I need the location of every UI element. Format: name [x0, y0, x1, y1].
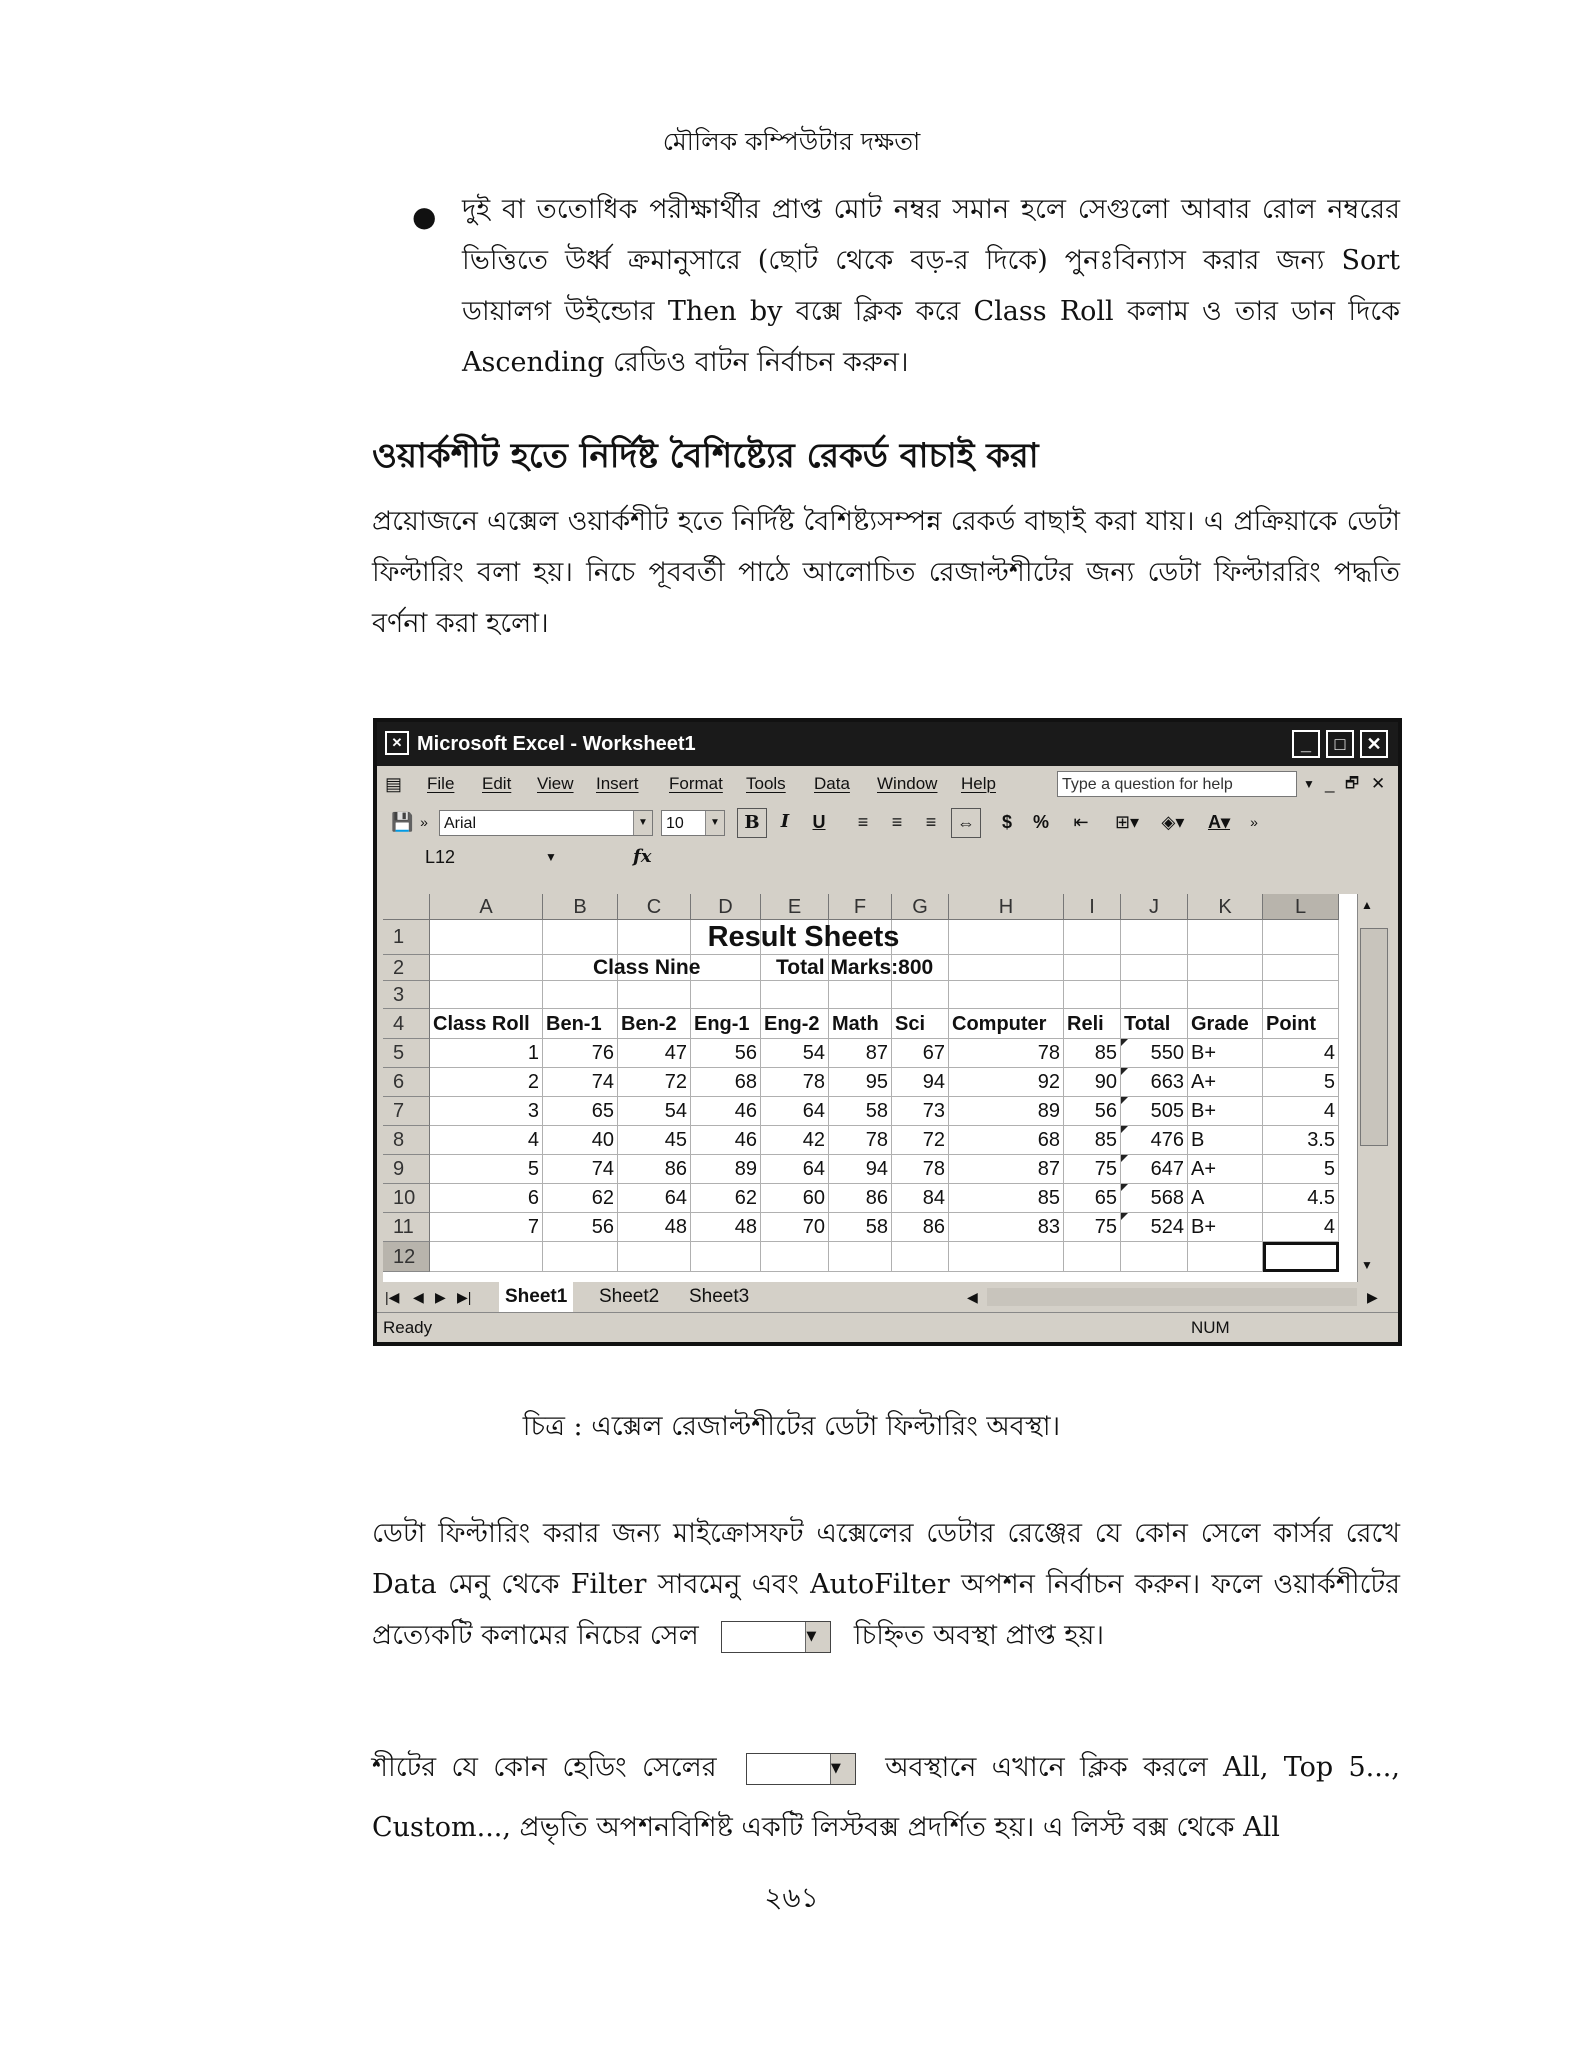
- data-cell[interactable]: 7: [430, 1213, 543, 1242]
- data-cell[interactable]: 87: [829, 1039, 892, 1068]
- data-cell[interactable]: 75: [1064, 1213, 1121, 1242]
- cell[interactable]: [949, 1242, 1064, 1272]
- menu-data[interactable]: Data: [814, 774, 850, 793]
- data-cell[interactable]: 89: [949, 1097, 1064, 1126]
- data-cell[interactable]: 89: [691, 1155, 761, 1184]
- cell[interactable]: [761, 1242, 829, 1272]
- data-cell[interactable]: 68: [949, 1126, 1064, 1155]
- column-header-k[interactable]: K: [1188, 894, 1263, 920]
- section-heading: ওয়ার্কশীট হতে নির্দিষ্ট বৈশিষ্ট্যের রেকর্ড বাচাই করা: [372, 436, 1039, 476]
- name-box[interactable]: L12: [385, 844, 535, 870]
- row-header-1[interactable]: 1: [383, 920, 430, 955]
- doc-restore-icon[interactable]: 🗗: [1345, 775, 1360, 792]
- row-header-2[interactable]: 2: [383, 955, 430, 981]
- data-cell[interactable]: 75: [1064, 1155, 1121, 1184]
- data-cell[interactable]: B+: [1188, 1039, 1263, 1068]
- cell[interactable]: [430, 1242, 543, 1272]
- intro-bullet-paragraph: দুই বা ততোধিক পরীক্ষার্থীর প্রাপ্ত মোট নম্বর সমান হলে সেগুলো আবার রোল নম্বরের ভিত্তিতে উর্ধ্ব ক্রমানুসারে (ছোট থেকে বড়-র দিকে) পুনঃবিন্যাস করার জন্য Sort ডায়ালগ উইন্ডোর Then by বক্সে ক্লিক করে Class Roll কলাম ও তার ডান দিকে Ascending রেডিও বাটন নির্বাচন করুন।: [462, 194, 1400, 378]
- data-cell[interactable]: 86: [892, 1213, 949, 1242]
- table-header-cell[interactable]: Ben-2: [618, 1009, 691, 1039]
- data-cell[interactable]: 78: [949, 1039, 1064, 1068]
- column-header-h[interactable]: H: [949, 894, 1064, 920]
- scroll-thumb[interactable]: [1360, 928, 1388, 1146]
- menu-bar: [377, 766, 1398, 802]
- row-header-3[interactable]: 3: [383, 981, 430, 1009]
- menu-file[interactable]: File: [427, 774, 455, 793]
- table-header-cell[interactable]: Sci: [892, 1009, 949, 1039]
- data-cell[interactable]: A: [1188, 1184, 1263, 1213]
- data-cell[interactable]: 76: [543, 1039, 618, 1068]
- status-text: Ready: [383, 1318, 433, 1337]
- column-header-i[interactable]: I: [1064, 894, 1121, 920]
- workbook-icon: ▤: [385, 774, 403, 794]
- data-cell[interactable]: 95: [829, 1068, 892, 1097]
- data-cell[interactable]: 56: [543, 1213, 618, 1242]
- data-cell[interactable]: 47: [618, 1039, 691, 1068]
- cell[interactable]: [949, 981, 1064, 1009]
- minimize-icon[interactable]: _: [1292, 730, 1320, 758]
- cell[interactable]: [1263, 981, 1339, 1009]
- close-icon[interactable]: ✕: [1360, 730, 1388, 758]
- cell[interactable]: [892, 1242, 949, 1272]
- currency-icon[interactable]: $: [1001, 812, 1012, 832]
- data-cell[interactable]: 60: [761, 1184, 829, 1213]
- data-cell[interactable]: 505: [1121, 1097, 1188, 1126]
- column-header-a[interactable]: A: [430, 894, 543, 920]
- column-header-c[interactable]: C: [618, 894, 691, 920]
- doc-close-icon[interactable]: ✕: [1371, 774, 1386, 793]
- cell[interactable]: [1188, 1242, 1263, 1272]
- data-cell[interactable]: 46: [691, 1097, 761, 1126]
- data-cell[interactable]: 56: [691, 1039, 761, 1068]
- data-cell[interactable]: 54: [761, 1039, 829, 1068]
- autofilter-paragraph: [372, 1508, 1400, 1661]
- column-header-j[interactable]: J: [1121, 894, 1188, 920]
- filter-options-paragraph: [372, 1738, 1400, 1858]
- data-cell[interactable]: 524: [1121, 1213, 1188, 1242]
- name-box-dropdown-icon[interactable]: ▼: [545, 850, 557, 864]
- table-header-cell[interactable]: Total: [1121, 1009, 1188, 1039]
- cell[interactable]: [829, 1242, 892, 1272]
- table-header-cell[interactable]: Math: [829, 1009, 892, 1039]
- data-cell[interactable]: 94: [829, 1155, 892, 1184]
- data-cell[interactable]: 4: [430, 1126, 543, 1155]
- data-cell[interactable]: 6: [430, 1184, 543, 1213]
- data-cell[interactable]: 4.5: [1263, 1184, 1339, 1213]
- data-cell[interactable]: 64: [761, 1097, 829, 1126]
- data-cell[interactable]: 68: [691, 1068, 761, 1097]
- cell[interactable]: [829, 981, 892, 1009]
- cell[interactable]: [1121, 1242, 1188, 1272]
- menu-insert[interactable]: Insert: [596, 774, 639, 793]
- page-number: ২৬১: [764, 1881, 819, 1914]
- excel-app-icon: ✕: [385, 731, 409, 755]
- horizontal-scrollbar[interactable]: [987, 1288, 1357, 1306]
- maximize-icon[interactable]: □: [1326, 730, 1354, 758]
- data-cell[interactable]: 83: [949, 1213, 1064, 1242]
- data-cell[interactable]: 74: [543, 1155, 618, 1184]
- excel-window-title: Microsoft Excel - Worksheet1: [417, 733, 696, 755]
- data-cell[interactable]: 70: [761, 1213, 829, 1242]
- column-header-l[interactable]: L: [1263, 894, 1339, 920]
- cell[interactable]: [430, 981, 543, 1009]
- figure-caption: চিত্র : এক্সেল রেজাল্টশীটের ডেটা ফিল্টারিং অবস্থা।: [522, 1411, 1061, 1442]
- data-cell[interactable]: 54: [618, 1097, 691, 1126]
- tab-last-icon[interactable]: ▶|: [457, 1289, 472, 1305]
- table-header-cell[interactable]: Class Roll: [430, 1009, 543, 1039]
- row-header-8[interactable]: 8: [383, 1126, 430, 1155]
- font-name-dropdown-icon[interactable]: ▼: [633, 811, 652, 835]
- row-header-6[interactable]: 6: [383, 1068, 430, 1097]
- column-header-e[interactable]: E: [761, 894, 829, 920]
- formula-indicator-icon: [1121, 1039, 1128, 1046]
- data-cell[interactable]: 5: [430, 1155, 543, 1184]
- autofilter-dropdown-illustration: [721, 1621, 831, 1653]
- formula-indicator-icon: [1121, 1184, 1128, 1191]
- status-bar: [377, 1312, 1398, 1343]
- formula-indicator-icon: [1121, 1068, 1128, 1075]
- data-cell[interactable]: A+: [1188, 1068, 1263, 1097]
- align-center-icon[interactable]: ≡: [891, 812, 903, 832]
- cell[interactable]: [1188, 955, 1263, 981]
- menu-format[interactable]: Format: [669, 774, 723, 793]
- sheet-tab-bar: [377, 1282, 1398, 1312]
- cell[interactable]: [618, 981, 691, 1009]
- filter-options-text-tail: অবস্থানে এখানে ক্লিক করলে All, Top 5..., Custom..., প্রভৃতি অপশনবিশিষ্ট একটি লিস্টবক্স প্রদর্শিত হয়। এ লিস্ট বক্স থেকে All: [372, 1752, 1400, 1843]
- data-cell[interactable]: 1: [430, 1039, 543, 1068]
- data-cell[interactable]: 550: [1121, 1039, 1188, 1068]
- data-cell[interactable]: 92: [949, 1068, 1064, 1097]
- data-cell[interactable]: 72: [892, 1126, 949, 1155]
- help-search-input[interactable]: Type a question for help: [1057, 771, 1297, 797]
- font-size-select[interactable]: [661, 810, 725, 836]
- cell[interactable]: [1188, 981, 1263, 1009]
- select-all-corner[interactable]: [383, 894, 430, 920]
- table-header-cell[interactable]: Computer: [949, 1009, 1064, 1039]
- formula-indicator-icon: [1121, 1213, 1128, 1220]
- data-cell[interactable]: 58: [829, 1213, 892, 1242]
- decrease-indent-icon[interactable]: ⇤: [1073, 812, 1089, 832]
- data-cell[interactable]: 62: [543, 1184, 618, 1213]
- data-cell[interactable]: 42: [761, 1126, 829, 1155]
- data-cell[interactable]: 56: [1064, 1097, 1121, 1126]
- data-cell[interactable]: 5: [1263, 1068, 1339, 1097]
- dropdown-arrow-icon: ▼: [805, 1622, 830, 1652]
- hscroll-left-icon[interactable]: ◀: [967, 1289, 978, 1305]
- menu-edit[interactable]: Edit: [482, 774, 512, 793]
- data-cell[interactable]: 4: [1263, 1097, 1339, 1126]
- data-cell[interactable]: 65: [1064, 1184, 1121, 1213]
- cell[interactable]: [1263, 920, 1339, 955]
- tab-first-icon[interactable]: |◀: [385, 1289, 400, 1305]
- data-cell[interactable]: 46: [691, 1126, 761, 1155]
- table-header-cell[interactable]: Eng-1: [691, 1009, 761, 1039]
- data-cell[interactable]: 568: [1121, 1184, 1188, 1213]
- cell[interactable]: [1064, 1242, 1121, 1272]
- data-cell[interactable]: B+: [1188, 1213, 1263, 1242]
- cell[interactable]: [1121, 955, 1188, 981]
- worksheet-grid: [383, 894, 1357, 1282]
- font-size-dropdown-icon[interactable]: ▼: [705, 811, 724, 835]
- table-header-cell[interactable]: Ben-1: [543, 1009, 618, 1039]
- data-cell[interactable]: 73: [892, 1097, 949, 1126]
- menu-tools[interactable]: Tools: [746, 774, 786, 793]
- data-cell[interactable]: B+: [1188, 1097, 1263, 1126]
- menu-view[interactable]: View: [537, 774, 574, 793]
- data-cell[interactable]: 62: [691, 1184, 761, 1213]
- formula-indicator-icon: [1121, 1126, 1128, 1133]
- cell[interactable]: [1064, 920, 1121, 955]
- doc-minimize-icon[interactable]: _: [1325, 774, 1335, 793]
- align-left-icon[interactable]: ≡: [857, 812, 869, 832]
- data-cell[interactable]: 58: [829, 1097, 892, 1126]
- formula-bar: [377, 842, 1398, 872]
- data-cell[interactable]: 647: [1121, 1155, 1188, 1184]
- data-cell[interactable]: 48: [691, 1213, 761, 1242]
- data-cell[interactable]: 4: [1263, 1039, 1339, 1068]
- data-cell[interactable]: 78: [829, 1126, 892, 1155]
- data-cell[interactable]: 663: [1121, 1068, 1188, 1097]
- tab-next-icon[interactable]: ▶: [435, 1289, 446, 1305]
- fill-color-icon[interactable]: ◈▾: [1161, 812, 1185, 832]
- column-header-f[interactable]: F: [829, 894, 892, 920]
- row-header-4[interactable]: 4: [383, 1009, 430, 1039]
- data-cell[interactable]: 78: [761, 1068, 829, 1097]
- column-header-b[interactable]: B: [543, 894, 618, 920]
- data-cell[interactable]: 84: [892, 1184, 949, 1213]
- tab-sheet2[interactable]: Sheet2: [599, 1286, 660, 1307]
- cell[interactable]: [1121, 981, 1188, 1009]
- total-marks-label: Total Marks:800: [776, 956, 934, 979]
- dropdown-arrow-icon: ▼: [830, 1754, 855, 1784]
- font-size-value: 10: [666, 815, 684, 832]
- data-cell[interactable]: 3: [430, 1097, 543, 1126]
- bullet-marker: ●: [412, 200, 437, 233]
- excel-window: [373, 718, 1402, 1346]
- cell[interactable]: [543, 981, 618, 1009]
- num-lock-indicator: NUM: [1191, 1318, 1230, 1337]
- font-color-icon[interactable]: A▾: [1207, 812, 1231, 832]
- data-cell[interactable]: 45: [618, 1126, 691, 1155]
- data-cell[interactable]: 2: [430, 1068, 543, 1097]
- cell[interactable]: [892, 981, 949, 1009]
- percent-icon[interactable]: %: [1032, 812, 1049, 832]
- data-cell[interactable]: 85: [949, 1184, 1064, 1213]
- data-cell[interactable]: 86: [618, 1155, 691, 1184]
- data-cell[interactable]: 72: [618, 1068, 691, 1097]
- class-label: Class Nine: [593, 956, 701, 979]
- help-dropdown-icon[interactable]: ▼: [1303, 777, 1315, 791]
- section-paragraph: প্রয়োজনে এক্সেল ওয়ার্কশীট হতে নির্দিষ্ট বৈশিষ্ট্যসম্পন্ন রেকর্ড বাছাই করা যায়। এ প্রক্রিয়াকে ডেটা ফিল্টারিং বলা হয়। নিচে পূববর্তী পাঠে আলোচিত রেজাল্টশীটের জন্য ডেটা ফিল্টাররিং পদ্ধতি বর্ণনা করা হলো।: [372, 506, 1400, 639]
- cell[interactable]: [618, 1242, 691, 1272]
- tab-sheet3[interactable]: Sheet3: [689, 1286, 750, 1307]
- bold-icon[interactable]: B: [737, 808, 767, 838]
- active-cell-l12[interactable]: [1263, 1242, 1339, 1272]
- autofilter-text: ডেটা ফিল্টারিং করার জন্য মাইক্রোসফট এক্সেলের ডেটার রেঞ্জের যে কোন সেলে কার্সর রেখে Data মেনু থেকে Filter সাবমেনু এবং AutoFilter অপশন নির্বাচন করুন। ফলে ওয়ার্কশীটের প্রত্যেকটি কলামের নিচের সেল: [372, 1518, 1400, 1651]
- save-icon[interactable]: 💾: [391, 812, 414, 832]
- data-cell[interactable]: 5: [1263, 1155, 1339, 1184]
- font-name-select[interactable]: [439, 810, 653, 836]
- cell[interactable]: [430, 920, 543, 955]
- row-header-9[interactable]: 9: [383, 1155, 430, 1184]
- data-cell[interactable]: 64: [761, 1155, 829, 1184]
- fx-icon[interactable]: fx: [633, 846, 652, 867]
- table-header-cell[interactable]: Eng-2: [761, 1009, 829, 1039]
- menu-help[interactable]: Help: [961, 774, 996, 793]
- toolbar-overflow-right-icon[interactable]: »: [1250, 814, 1258, 830]
- row-header-10[interactable]: 10: [383, 1184, 430, 1213]
- data-cell[interactable]: 74: [543, 1068, 618, 1097]
- tab-prev-icon[interactable]: ◀: [413, 1289, 424, 1305]
- row-header-12[interactable]: 12: [383, 1242, 430, 1272]
- formula-indicator-icon: [1121, 1097, 1128, 1104]
- filter-options-text: শীটের যে কোন হেডিং সেলের: [372, 1752, 717, 1783]
- align-right-icon[interactable]: ≡: [925, 812, 937, 832]
- row-header-11[interactable]: 11: [383, 1213, 430, 1242]
- toolbar-overflow-icon[interactable]: »: [420, 814, 428, 830]
- table-header-cell[interactable]: Point: [1263, 1009, 1339, 1039]
- data-cell[interactable]: 48: [618, 1213, 691, 1242]
- table-header-cell[interactable]: Grade: [1188, 1009, 1263, 1039]
- row-header-7[interactable]: 7: [383, 1097, 430, 1126]
- data-cell[interactable]: 87: [949, 1155, 1064, 1184]
- column-header-g[interactable]: G: [892, 894, 949, 920]
- cell[interactable]: [1263, 955, 1339, 981]
- data-cell[interactable]: 67: [892, 1039, 949, 1068]
- row-header-5[interactable]: 5: [383, 1039, 430, 1068]
- data-cell[interactable]: 476: [1121, 1126, 1188, 1155]
- autofilter-text-tail: চিহ্নিত অবস্থা প্রাপ্ত হয়।: [853, 1620, 1105, 1651]
- cell[interactable]: [430, 955, 543, 981]
- data-cell[interactable]: 65: [543, 1097, 618, 1126]
- data-cell[interactable]: 40: [543, 1126, 618, 1155]
- vertical-scrollbar[interactable]: [1357, 894, 1390, 1282]
- data-cell[interactable]: 78: [892, 1155, 949, 1184]
- borders-icon[interactable]: ⊞▾: [1114, 812, 1140, 832]
- data-cell[interactable]: 90: [1064, 1068, 1121, 1097]
- data-cell[interactable]: 4: [1263, 1213, 1339, 1242]
- data-cell[interactable]: A+: [1188, 1155, 1263, 1184]
- scroll-down-icon[interactable]: ▼: [1361, 1258, 1373, 1272]
- formatting-toolbar: [377, 802, 1398, 842]
- heading-dropdown-illustration: [746, 1753, 856, 1785]
- data-cell[interactable]: 64: [618, 1184, 691, 1213]
- italic-icon[interactable]: I: [780, 811, 790, 832]
- cell[interactable]: [691, 981, 761, 1009]
- data-cell[interactable]: 85: [1064, 1126, 1121, 1155]
- cell[interactable]: [1064, 981, 1121, 1009]
- merge-center-icon[interactable]: ⇔: [951, 808, 981, 838]
- running-header: মৌলিক কম্পিউটার দক্ষতা: [662, 127, 921, 156]
- font-name-value: Arial: [444, 815, 477, 832]
- data-cell[interactable]: 94: [892, 1068, 949, 1097]
- data-cell[interactable]: 3.5: [1263, 1126, 1339, 1155]
- hscroll-right-icon[interactable]: ▶: [1367, 1289, 1378, 1305]
- column-header-d[interactable]: D: [691, 894, 761, 920]
- cell[interactable]: [761, 981, 829, 1009]
- cell[interactable]: [1188, 920, 1263, 955]
- cell[interactable]: [1121, 920, 1188, 955]
- cell[interactable]: [543, 1242, 618, 1272]
- data-cell[interactable]: 86: [829, 1184, 892, 1213]
- cell[interactable]: [691, 1242, 761, 1272]
- data-cell[interactable]: B: [1188, 1126, 1263, 1155]
- cell[interactable]: [1064, 955, 1121, 981]
- data-cell[interactable]: 85: [1064, 1039, 1121, 1068]
- menu-window[interactable]: Window: [877, 774, 938, 793]
- sheet-title: Result Sheets: [707, 921, 900, 953]
- formula-indicator-icon: [1121, 1155, 1128, 1162]
- scroll-up-icon[interactable]: ▲: [1361, 898, 1373, 912]
- excel-titlebar: [377, 722, 1398, 766]
- underline-icon[interactable]: U: [812, 812, 826, 832]
- table-header-cell[interactable]: Reli: [1064, 1009, 1121, 1039]
- tab-sheet1[interactable]: Sheet1: [499, 1282, 573, 1312]
